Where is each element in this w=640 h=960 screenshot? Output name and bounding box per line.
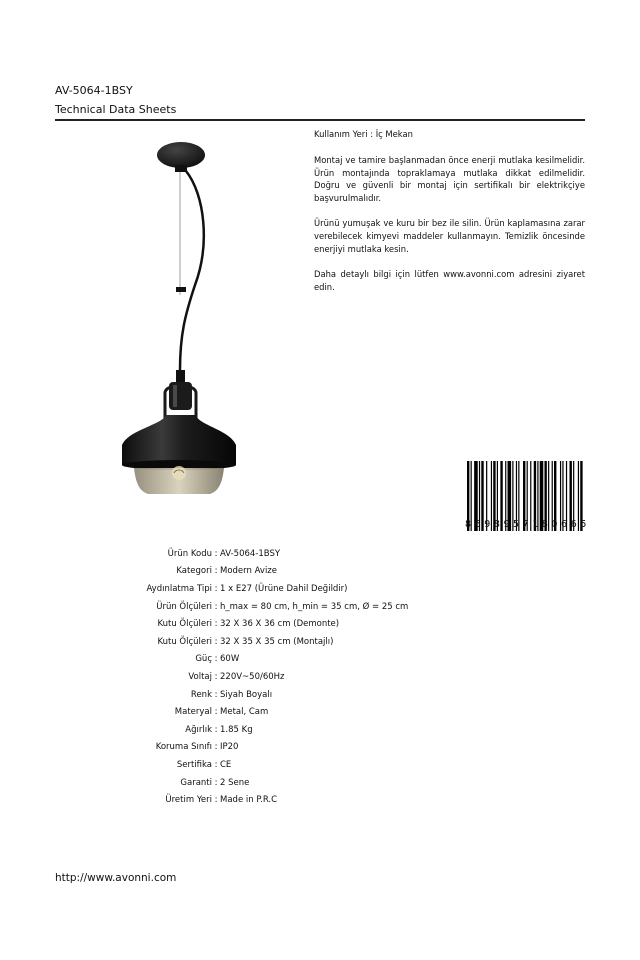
spec-separator: : (214, 566, 218, 577)
spec-label: Kutu Ölçüleri (157, 636, 212, 647)
spec-table (80, 545, 480, 809)
spec-label: Kategori (176, 566, 212, 577)
spec-separator: : (214, 724, 218, 735)
spec-value: h_max = 80 cm, h_min = 35 cm, Ø = 25 cm (220, 601, 409, 612)
spec-row (80, 756, 480, 774)
document-subtitle: Technical Data Sheets (55, 103, 177, 116)
more-info-paragraph: Daha detaylı bilgi için lütfen www.avonni.com adresini ziyaret edin. (314, 269, 585, 293)
spec-row (80, 580, 480, 598)
spec-value: 220V~50/60Hz (220, 671, 285, 682)
spec-separator: : (214, 654, 218, 665)
spec-label: Güç (195, 654, 212, 665)
usage-location: Kullanım Yeri : İç Mekan (314, 129, 413, 139)
spec-row (80, 545, 480, 563)
spec-label: Ağırlık (185, 724, 212, 735)
spec-value: IP20 (220, 742, 239, 753)
barcode-digit: 8 (465, 519, 472, 530)
barcode-digit: 6 (561, 519, 568, 530)
spec-row (80, 563, 480, 581)
spec-separator: : (214, 742, 218, 753)
spec-row (80, 774, 480, 792)
spec-row (80, 598, 480, 616)
spec-value: 32 X 35 X 35 cm (Montajlı) (220, 636, 334, 647)
spec-separator: : (214, 689, 218, 700)
spec-value: Made in P.R.C (220, 795, 278, 806)
barcode-digit: 1 (532, 519, 539, 530)
spec-value: 2 Sene (220, 777, 250, 788)
pendant-lamp-image (110, 135, 260, 505)
barcode-digit: 5 (580, 519, 587, 530)
header-divider (55, 119, 585, 121)
website-url[interactable]: http://www.avonni.com (55, 872, 177, 884)
barcode-digit: 9 (484, 519, 491, 530)
spec-label: Materyal (174, 707, 212, 718)
spec-separator: : (214, 636, 218, 647)
barcode-digit: 8 (541, 519, 549, 530)
spec-value: 1.85 Kg (220, 724, 253, 735)
spec-label: Voltaj (188, 671, 212, 682)
spec-value: Metal, Cam (220, 707, 269, 718)
spec-value: 1 x E27 (Ürüne Dahil Değildir) (220, 583, 348, 594)
barcode-digit: 7 (522, 519, 530, 530)
barcode-digit: 5 (513, 519, 520, 530)
spec-separator: : (214, 707, 218, 718)
spec-value: 32 X 36 X 36 cm (Demonte) (220, 619, 340, 630)
spec-row (80, 668, 480, 686)
spec-label: Kutu Ölçüleri (157, 619, 212, 630)
barcode-digit: 6 (570, 519, 578, 530)
spec-value: AV-5064-1BSY (220, 548, 281, 559)
spec-label: Koruma Sınıfı (155, 742, 212, 753)
spec-label: Aydınlatma Tipi (146, 583, 212, 594)
spec-row (80, 686, 480, 704)
spec-label: Sertifika (176, 759, 212, 770)
spec-separator: : (214, 548, 218, 559)
spec-separator: : (214, 583, 218, 594)
spec-separator: : (214, 601, 218, 612)
spec-row (80, 791, 480, 809)
spec-label: Garanti (180, 777, 212, 788)
cleaning-paragraph: Ürünü yumuşak ve kuru bir bez ile silin. Ürün kaplamasına zarar verebilecek kimyevi maddeler kullanmayın. Temizlik öncesinde enerjiyi mutlaka kesin. (314, 218, 585, 255)
usage-info-block (314, 128, 585, 306)
barcode-digit: 0 (551, 519, 559, 530)
spec-value: CE (220, 759, 232, 770)
spec-separator: : (214, 759, 218, 770)
spec-row (80, 615, 480, 633)
spec-label: Ürün Ölçüleri (156, 601, 212, 612)
spec-value: Siyah Boyalı (220, 689, 273, 700)
safety-paragraph: Montaj ve tamire başlanmadan önce enerji mutlaka kesilmelidir. Ürün montajında topraklamaya mutlaka dikkat edilmelidir. Doğru ve güvenli bir montaj için sertifikalı bir elektrikçiye başvurulmalıdır. (314, 154, 585, 204)
spec-separator: : (214, 619, 218, 630)
barcode-digit: 8 (493, 519, 501, 530)
product-code-heading: AV-5064-1BSY (55, 84, 133, 97)
spec-row (80, 721, 480, 739)
spec-separator: : (214, 777, 218, 788)
spec-value: Modern Avize (220, 566, 277, 577)
spec-separator: : (214, 795, 218, 806)
barcode-digit: 9 (503, 519, 510, 530)
barcode-digit: 6 (474, 519, 482, 530)
spec-label: Üretim Yeri (165, 795, 212, 806)
spec-label: Renk (190, 689, 212, 700)
spec-value: 60W (220, 654, 240, 665)
spec-separator: : (214, 671, 218, 682)
spec-row (80, 633, 480, 651)
spec-label: Ürün Kodu (167, 548, 212, 559)
spec-row (80, 739, 480, 757)
spec-row (80, 703, 480, 721)
barcode-number (465, 519, 587, 530)
spec-row (80, 651, 480, 669)
